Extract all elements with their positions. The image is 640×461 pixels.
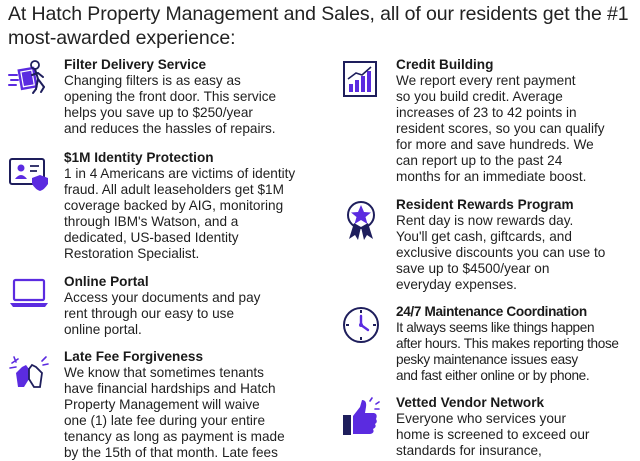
credit-chart-icon <box>340 59 382 101</box>
laptop-icon <box>8 272 50 314</box>
feature-description: Access your documents and pay rent through our easy to use online portal. <box>64 290 261 337</box>
feature-title: Late Fee Forgiveness <box>64 349 204 364</box>
feature-maintenance-coordination <box>340 304 636 384</box>
feature-description: Everyone who services your home is screened to exceed our standards for insurance, <box>396 411 590 458</box>
feature-online-portal <box>8 274 318 338</box>
feature-title: Resident Rewards Program <box>396 197 574 212</box>
feature-title: Online Portal <box>64 274 149 289</box>
filter-delivery-icon <box>8 57 50 99</box>
feature-title: Filter Delivery Service <box>64 57 207 72</box>
thumbs-up-icon <box>340 397 382 439</box>
feature-vetted-vendor <box>340 395 636 459</box>
feature-description: It always seems like things happen after hours. This makes reporting those pesky maintenance issues easy and fast either online or by phone. <box>396 320 619 383</box>
clock-icon <box>340 304 382 346</box>
page-headline: At Hatch Property Management and Sales, all of our residents get the #1 most-awarded experience: <box>8 3 629 49</box>
feature-title: Vetted Vendor Network <box>396 395 545 410</box>
feature-credit-building <box>340 57 636 183</box>
identity-card-icon <box>8 152 50 194</box>
feature-description: We report every rent payment so you build credit. Average increases of 23 to 42 points in resident scores, so you can qualify for more and save hundreds. We can report up to the past 24 months for an immediate boost. <box>396 73 605 184</box>
feature-title: Credit Building <box>396 57 494 72</box>
high-five-icon <box>8 353 50 395</box>
feature-title: $1M Identity Protection <box>64 150 214 165</box>
feature-title: 24/7 Maintenance Coordination <box>396 304 587 319</box>
feature-description: We know that sometimes tenants have financial hardships and Hatch Property Management will waive one (1) late fee during your entire tenancy as long as payment is made by the 15th of that month. Late fees <box>64 365 285 460</box>
award-ribbon-icon <box>340 199 382 241</box>
feature-late-fee-forgiveness <box>8 349 328 461</box>
feature-filter-delivery <box>8 57 318 137</box>
feature-description: 1 in 4 Americans are victims of identity fraud. All adult leaseholders get $1M coverage backed by AIG, monitoring through IBM's Watson, and a dedicated, US-based Identity Restoration Specialist. <box>64 166 296 261</box>
feature-description: Rent day is now rewards day. You'll get cash, giftcards, and exclusive discounts you can use to save up to $4500/year on everyday expenses. <box>396 213 606 292</box>
feature-identity-protection <box>8 150 318 262</box>
feature-resident-rewards <box>340 197 636 291</box>
feature-description: Changing filters is as easy as opening the front door. This service helps you save up to $250/year and reduces the hassles of repairs. <box>64 73 277 136</box>
